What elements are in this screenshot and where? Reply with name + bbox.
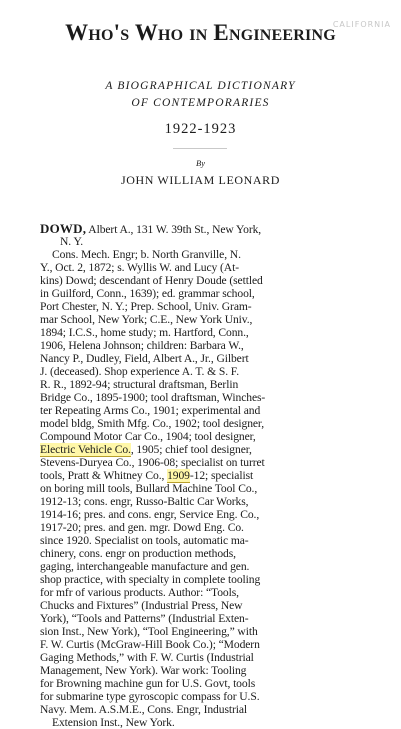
entry-line (40, 365, 239, 378)
entry-text: 1906, Helena Johnson; children: Barbara W., (40, 339, 244, 352)
entry-text: tools, Pratt & Whitney Co., (40, 469, 168, 482)
entry-line (40, 521, 244, 534)
entry-line (40, 404, 260, 417)
entry-text: F. W. Curtis (McGraw-Hill Book Co.); “Modern (40, 638, 260, 651)
entry-line (40, 352, 249, 365)
entry-text: gaging, interchangeable manufacture and gen. (40, 560, 250, 573)
highlighted-text: 1909 (167, 469, 190, 482)
entry-text: Gaging Methods,” with F. W. Curtis (Industrial (40, 651, 254, 664)
entry-line (40, 651, 254, 664)
entry-text: Compound Motor Car Co., 1904; tool designer, (40, 430, 256, 443)
subtitle-line-2: OF CONTEMPORARIES (131, 97, 270, 109)
subtitle-line-1: A BIOGRAPHICAL DICTIONARY (105, 80, 296, 92)
entry-text: Chucks and Fixtures” (Industrial Press, New (40, 599, 243, 612)
page-title: Who's Who in Engineering (65, 20, 336, 45)
entry-text: Y., Oct. 2, 1872; s. Wyllis W. and Lucy (At- (40, 261, 239, 274)
entry-line (40, 586, 239, 599)
entry-text: since 1920. Specialist on tools, automatic ma- (40, 534, 249, 547)
entry-text: model bldg, Smith Mfg. Co., 1902; tool designer, (40, 417, 265, 430)
entry-line (40, 300, 252, 313)
entry-line (40, 638, 260, 651)
entry-text: 1914-16; pres. and cons. engr, Service Eng. Co., (40, 508, 260, 521)
entry-line (40, 547, 236, 560)
entry-text: -12; specialist (189, 469, 254, 482)
entry-line (40, 508, 259, 521)
entry-text: Port Chester, N. Y.; Prep. School, Univ. Gram- (40, 300, 252, 313)
entry-text: Management, New York). War work: Tooling (40, 664, 247, 677)
entry-line (40, 677, 255, 690)
entry-line (40, 573, 260, 586)
entry-name: DOWD, (40, 221, 87, 236)
watermark: CALIFORNIA (332, 20, 391, 29)
divider-rule (173, 148, 227, 149)
entry-text: Bridge Co., 1895-1900; tool draftsman, Winches- (40, 391, 266, 404)
entry-text: on boring mill tools, Bullard Machine Tool Co., (40, 482, 258, 495)
entry-line (40, 326, 249, 339)
entry-line (40, 261, 239, 274)
entry-text: Albert A., 131 W. 39th St., New York, (86, 223, 262, 236)
entry-line (40, 612, 249, 625)
entry-line (40, 430, 256, 443)
entry-text: for submarine type gyroscopic compass for U.S. (40, 690, 260, 703)
entry-line (52, 716, 175, 729)
entry-line (40, 417, 264, 430)
entry-text: 1912-13; cons. engr, Russo-Baltic Car Works, (40, 495, 249, 508)
entry-line (60, 235, 83, 248)
entry-text: Extension Inst., New York. (52, 716, 175, 729)
entry-line (40, 703, 247, 716)
entry-text: for Browning machine gun for U.S. Govt, tools (40, 677, 256, 690)
entry-text: shop practice, with specialty in complete tooling (40, 573, 261, 586)
entry-line (40, 664, 246, 677)
entry-text: J. (deceased). Shop experience A. T. & S. F. (40, 365, 240, 378)
entry-line (40, 222, 261, 236)
entry-line (40, 313, 252, 326)
entry-text: , 1905; chief tool designer, (130, 443, 252, 456)
entry-text: ter Repeating Arms Co., 1901; experimental and (40, 404, 261, 417)
entry-line (40, 495, 248, 508)
highlighted-text: Electric Vehicle Co. (40, 443, 131, 456)
entry-line (40, 625, 258, 638)
by-label: By (196, 158, 205, 168)
entry-text: in Guilford, Conn., 1639); ed. grammar school, (40, 287, 255, 300)
entry-line (40, 443, 252, 456)
entry-line (40, 456, 265, 469)
entry-text: Stevens-Duryea Co., 1906-08; specialist on turret (40, 456, 265, 469)
entry-line (40, 391, 265, 404)
entry-line (40, 339, 244, 352)
entry-line (40, 690, 260, 703)
entry-text: for mfr of various products. Author: “Tools, (40, 586, 239, 599)
entry-line (40, 287, 255, 300)
entry-text: sion Inst., New York), “Tool Engineering,” with (40, 625, 258, 638)
author-name: JOHN WILLIAM LEONARD (120, 173, 281, 187)
entry-text: 1894; I.C.S., home study; m. Hartford, Conn., (40, 326, 249, 339)
entry-line (40, 469, 253, 482)
entry-text: Nancy P., Dudley, Field, Albert A., Jr., Gilbert (40, 352, 249, 365)
edition-years: 1922-1923 (164, 121, 237, 137)
entry-text: Navy. Mem. A.S.M.E., Cons. Engr, Industrial (40, 703, 248, 716)
entry-text: 1917-20; pres. and gen. mgr. Dowd Eng. Co. (40, 521, 244, 534)
entry-line (40, 534, 249, 547)
entry-text: N. Y. (60, 235, 84, 248)
entry-text: chinery, cons. engr on production methods, (40, 547, 236, 560)
entry-text: mar School, New York; C.E., New York Univ., (40, 313, 253, 326)
entry-text: York), “Tools and Patterns” (Industrial Exten- (40, 612, 249, 625)
entry-line (52, 248, 241, 261)
entry-text: R. R., 1892-94; structural draftsman, Berlin (40, 378, 239, 391)
entry-line (40, 560, 249, 573)
entry-line (40, 378, 238, 391)
entry-text: kins) Dowd; descendant of Henry Doude (settled (40, 274, 263, 287)
entry-line (40, 482, 257, 495)
entry-line (40, 274, 263, 287)
entry-text: Cons. Mech. Engr; b. North Granville, N. (52, 248, 241, 261)
entry-line (40, 599, 242, 612)
